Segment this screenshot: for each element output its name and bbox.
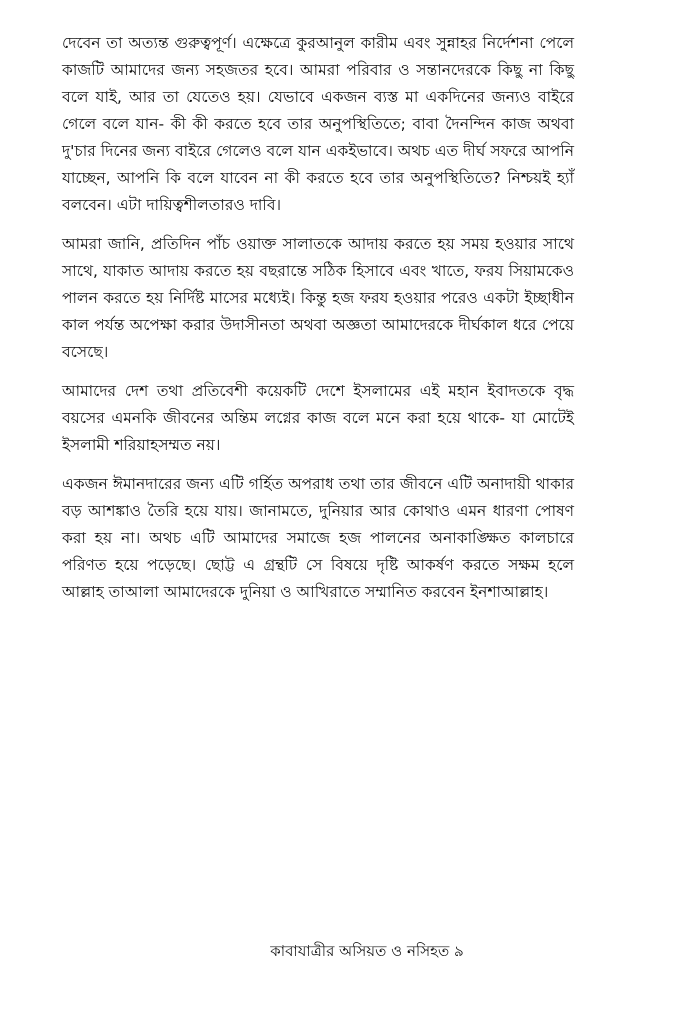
paragraph-1: দেবেন তা অত্যন্ত গুরুত্বপূর্ণ। এক্ষেত্রে কুরআনুল কারীম এবং সুন্নাহর নির্দেশনা পেলে কাজটি আমাদের জন্য সহজতর হবে। আমরা পরিবার ও সন্তানদেরকে কিছু না কিছু বলে যাই, আর তা যেতেও হয়। যেভাবে একজন ব্যস্ত মা একদিনের জন্যও বাইরে গেলে বলে যান- কী কী করতে হবে তার অনুপস্থিতিতে; বাবা দৈনন্দিন কাজ অথবা দু'চার দিনের জন্য বাইরে গেলেও বলে যান একইভাবে। অথচ এত দীর্ঘ সফরে আপনি যাচ্ছেন, আপনি কি বলে যাবেন না কী করতে হবে তার অনুপস্থিতিতে? নিশ্চয়ই হ্যাঁ বলবেন। এটা দায়িত্বশীলতারও দাবি। <box>62 34 574 214</box>
paragraph-2: আমরা জানি, প্রতিদিন পাঁচ ওয়াক্ত সালাতকে আদায় করতে হয় সময় হওয়ার সাথে সাথে, যাকাত আদায় করতে হয় বছরান্তে সঠিক হিসাবে এবং খাতে, ফরয সিয়ামকেও পালন করতে হয় নির্দিষ্ট মাসের মধ্যেই। কিন্তু হজ ফরয হওয়ার পরেও একটা ইচ্ছাধীন কাল পর্যন্ত অপেক্ষা করার উদাসীনতা অথবা অজ্ঞতা আমাদেরকে দীর্ঘকাল ধরে পেয়ে বসেছে। <box>62 235 574 361</box>
page-footer: কাবাযাত্রীর অসিয়ত ও নসিহত ৯ <box>270 942 464 960</box>
paragraph-4: একজন ঈমানদারের জন্য এটি গর্হিত অপরাধ তথা তার জীবনে এটি অনাদায়ী থাকার বড় আশঙ্কাও তৈরি হয়ে যায়। জানামতে, দুনিয়ার আর কোথাও এমন ধারণা পোষণ করা হয় না। অথচ এটি আমাদের সমাজে হজ পালনের অনাকাঙ্ক্ষিত কালচারে পরিণত হয়ে পড়েছে। ছোট্ট এ গ্রন্থটি সে বিষয়ে দৃষ্টি আকর্ষণ করতে সক্ষম হলে আল্লাহ তাআলা আমাদেরকে দুনিয়া ও আখিরাতে সম্মানিত করবেন ইনশাআল্লাহ। <box>62 475 574 601</box>
paragraph-3: আমাদের দেশ তথা প্রতিবেশী কয়েকটি দেশে ইসলামের এই মহান ইবাদতকে বৃদ্ধ বয়সের এমনকি জীবনের অন্তিম লগ্নের কাজ বলে মনে করা হয়ে থাকে- যা মোটেই ইসলামী শরিয়াহসম্মত নয়। <box>62 382 574 454</box>
page-body <box>62 30 574 618</box>
